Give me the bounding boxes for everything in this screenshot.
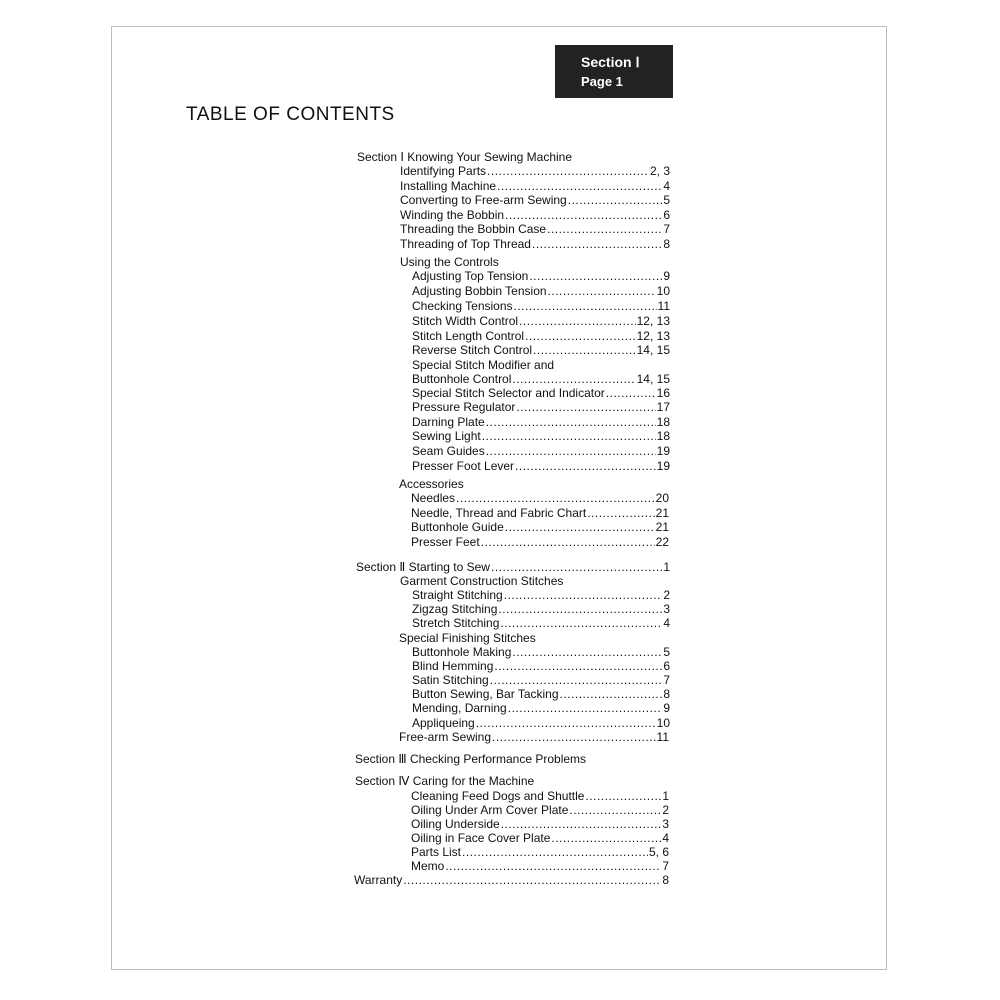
toc-entry-title: Presser Feet	[411, 535, 480, 549]
toc-entry-title: Parts List	[411, 845, 462, 859]
toc-entry	[411, 831, 669, 845]
dot-leader	[498, 602, 662, 616]
dot-leader	[548, 284, 656, 298]
toc-entry-page: 16	[656, 386, 670, 400]
dot-leader	[482, 429, 656, 443]
toc-entry	[412, 299, 670, 313]
page-title: TABLE OF CONTENTS	[186, 104, 395, 125]
toc-entry-title: Stitch Width Control	[412, 314, 519, 328]
toc-entry-page: 6	[663, 208, 670, 222]
toc-entry	[412, 343, 670, 357]
toc-entry-page: 12, 13	[636, 314, 670, 328]
toc-entry-page: 8	[663, 687, 670, 701]
toc-entry-title: Threading the Bobbin Case	[400, 222, 547, 236]
toc-entry	[356, 560, 670, 574]
dot-leader	[519, 314, 636, 328]
toc-entry	[412, 459, 670, 473]
toc-entry-page: 18	[656, 415, 670, 429]
toc-entry	[411, 817, 669, 831]
toc-entry-page: 4	[663, 179, 670, 193]
toc-entry-title: Blind Hemming	[412, 659, 494, 673]
dot-leader	[512, 645, 662, 659]
toc-entry-page: 8	[663, 237, 670, 251]
toc-entry	[355, 774, 534, 788]
dot-leader	[492, 730, 656, 744]
dot-leader	[500, 616, 662, 630]
dot-leader	[606, 386, 656, 400]
toc-entry-title: Satin Stitching	[412, 673, 489, 687]
toc-entry-title: Stitch Length Control	[412, 329, 525, 343]
toc-entry-page: 6	[663, 659, 670, 673]
toc-entry-page: 3	[663, 602, 670, 616]
toc-entry-title: Reverse Stitch Control	[412, 343, 533, 357]
toc-entry-page: 10	[656, 716, 670, 730]
dot-leader	[551, 831, 661, 845]
dot-leader	[497, 179, 662, 193]
dot-leader	[504, 588, 663, 602]
dot-leader	[569, 803, 661, 817]
toc-entry	[412, 588, 670, 602]
dot-leader	[491, 560, 662, 574]
dot-leader	[462, 845, 648, 859]
toc-entry-page: 7	[663, 222, 670, 236]
toc-entry	[412, 645, 670, 659]
toc-entry	[412, 372, 670, 386]
toc-entry-page: 21	[655, 520, 669, 534]
dot-leader	[560, 687, 663, 701]
dot-leader	[456, 491, 655, 505]
toc-entry-title: Special Stitch Selector and Indicator	[412, 386, 605, 400]
toc-entry	[400, 179, 670, 193]
dot-leader	[487, 164, 649, 178]
toc-entry-title: Using the Controls	[400, 255, 499, 269]
toc-entry	[354, 873, 669, 887]
toc-entry-page: 1	[662, 789, 669, 803]
toc-entry-page: 19	[656, 459, 670, 473]
dot-leader	[587, 506, 654, 520]
toc-entry-page: 2	[663, 588, 670, 602]
toc-entry-page: 5	[663, 645, 670, 659]
toc-entry	[399, 477, 464, 491]
toc-entry-page: 3	[662, 817, 669, 831]
toc-entry	[400, 193, 670, 207]
toc-entry-page: 4	[663, 616, 670, 630]
toc-entry-title: Section Ⅲ Checking Performance Problems	[355, 752, 587, 766]
toc-entry	[412, 616, 670, 630]
toc-entry	[400, 237, 670, 251]
dot-leader	[515, 459, 656, 473]
dot-leader	[403, 873, 661, 887]
toc-entry	[355, 752, 586, 766]
toc-entry	[400, 222, 670, 236]
toc-entry	[412, 269, 670, 283]
toc-entry	[399, 631, 536, 645]
toc-entry-page: 14, 15	[636, 372, 670, 386]
toc-entry-page: 2	[662, 803, 669, 817]
toc-entry	[412, 602, 670, 616]
toc-entry-title: Section Ⅳ Caring for the Machine	[355, 774, 535, 788]
dot-leader	[486, 415, 656, 429]
dot-leader	[445, 859, 661, 873]
toc-entry	[399, 730, 669, 744]
toc-entry	[411, 859, 669, 873]
toc-entry-page: 4	[662, 831, 669, 845]
toc-entry	[411, 789, 669, 803]
toc-entry	[411, 506, 669, 520]
toc-entry-title: Free-arm Sewing	[399, 730, 492, 744]
toc-entry-title: Memo	[411, 859, 445, 873]
toc-entry-title: Pressure Regulator	[412, 400, 516, 414]
toc-entry-page: 10	[656, 284, 670, 298]
toc-entry-page: 9	[663, 269, 670, 283]
toc-entry-title: Installing Machine	[400, 179, 497, 193]
dot-leader	[533, 343, 636, 357]
toc-entry-page: 19	[656, 444, 670, 458]
dot-leader	[585, 789, 661, 803]
dot-leader	[529, 269, 662, 283]
toc-entry	[400, 208, 670, 222]
toc-entry	[411, 535, 669, 549]
toc-entry-title: Buttonhole Guide	[411, 520, 504, 534]
toc-entry-title: Section Ⅱ Starting to Sew	[356, 560, 490, 574]
toc-entry	[357, 150, 572, 164]
toc-entry	[412, 701, 670, 715]
toc-entry	[412, 444, 670, 458]
toc-entry-title: Sewing Light	[412, 429, 481, 443]
toc-entry-title: Presser Foot Lever	[412, 459, 515, 473]
toc-entry-title: Mending, Darning	[412, 701, 507, 715]
section-tab-label: Section Ⅰ	[581, 54, 640, 70]
toc-entry-page: 11	[656, 730, 669, 744]
toc-entry-page: 11	[657, 299, 670, 313]
toc-entry-title: Zigzag Stitching	[412, 602, 498, 616]
toc-entry-page: 17	[656, 400, 670, 414]
toc-entry-title: Darning Plate	[412, 415, 485, 429]
toc-entry-title: Seam Guides	[412, 444, 485, 458]
toc-entry-page: 21	[655, 506, 669, 520]
toc-entry-title: Needle, Thread and Fabric Chart	[411, 506, 587, 520]
dot-leader	[486, 444, 656, 458]
toc-entry-page: 7	[662, 859, 669, 873]
toc-entry-title: Oiling in Face Cover Plate	[411, 831, 551, 845]
toc-entry-page: 20	[655, 491, 669, 505]
toc-entry	[412, 284, 670, 298]
toc-entry-title: Adjusting Top Tension	[412, 269, 529, 283]
toc-entry-title: Oiling Under Arm Cover Plate	[411, 803, 569, 817]
toc-entry-page: 9	[663, 701, 670, 715]
toc-entry-title: Section Ⅰ Knowing Your Sewing Machine	[357, 150, 573, 164]
toc-entry	[411, 491, 669, 505]
toc-entry-title: Warranty	[354, 873, 403, 887]
toc-entry	[412, 400, 670, 414]
toc-entry	[411, 803, 669, 817]
dot-leader	[501, 817, 662, 831]
toc-entry-title: Converting to Free-arm Sewing	[400, 193, 567, 207]
toc-entry-title: Cleaning Feed Dogs and Shuttle	[411, 789, 585, 803]
toc-entry-page: 1	[663, 560, 670, 574]
toc-entry-title: Appliqueing	[412, 716, 475, 730]
toc-entry	[412, 716, 670, 730]
toc-entry-title: Oiling Underside	[411, 817, 500, 831]
toc-entry-page: 2, 3	[649, 164, 670, 178]
toc-entry-title: Adjusting Bobbin Tension	[412, 284, 547, 298]
toc-entry-page: 7	[663, 673, 670, 687]
toc-entry-title: Needles	[411, 491, 456, 505]
dot-leader	[525, 329, 636, 343]
toc-entry	[400, 574, 563, 588]
toc-entry-title: Garment Construction Stitches	[400, 574, 564, 588]
toc-entry-title: Buttonhole Control	[412, 372, 512, 386]
dot-leader	[532, 237, 662, 251]
toc-entry-page: 14, 15	[636, 343, 670, 357]
toc-entry-title: Winding the Bobbin	[400, 208, 505, 222]
dot-leader	[547, 222, 662, 236]
toc-entry	[412, 314, 670, 328]
dot-leader	[505, 520, 655, 534]
dot-leader	[494, 659, 662, 673]
dot-leader	[476, 716, 656, 730]
toc-entry-title: Checking Tensions	[412, 299, 513, 313]
dot-leader	[490, 673, 663, 687]
toc-entry-title: Special Stitch Modifier and	[412, 358, 555, 372]
toc-entry	[412, 329, 670, 343]
dot-leader	[481, 535, 655, 549]
toc-entry-title: Special Finishing Stitches	[399, 631, 536, 645]
toc-entry-title: Threading of Top Thread	[400, 237, 531, 251]
toc-entry-title: Buttonhole Making	[412, 645, 512, 659]
toc-entry-page: 5, 6	[648, 845, 669, 859]
toc-entry-title: Identifying Parts	[400, 164, 487, 178]
toc-entry-page: 22	[655, 535, 669, 549]
toc-entry	[412, 429, 670, 443]
toc-entry	[400, 255, 499, 269]
toc-entry	[412, 415, 670, 429]
dot-leader	[516, 400, 655, 414]
toc-entry	[412, 673, 670, 687]
toc-entry-page: 5	[663, 193, 670, 207]
dot-leader	[508, 701, 663, 715]
toc-entry	[412, 386, 670, 400]
toc-entry-page: 8	[662, 873, 669, 887]
dot-leader	[512, 372, 635, 386]
toc-entry-title: Button Sewing, Bar Tacking	[412, 687, 559, 701]
dot-leader	[514, 299, 657, 313]
toc-entry	[411, 520, 669, 534]
dot-leader	[505, 208, 662, 222]
dot-leader	[568, 193, 663, 207]
toc-entry-title: Straight Stitching	[412, 588, 503, 602]
toc-entry-title: Accessories	[399, 477, 464, 491]
toc-entry	[412, 687, 670, 701]
toc-entry	[411, 845, 669, 859]
toc-entry	[412, 358, 554, 372]
toc-entry	[400, 164, 670, 178]
toc-entry	[412, 659, 670, 673]
toc-entry-title: Stretch Stitching	[412, 616, 500, 630]
toc-entry-page: 18	[656, 429, 670, 443]
toc-entry-page: 12, 13	[636, 329, 670, 343]
page-tab-label: Page 1	[581, 74, 623, 89]
